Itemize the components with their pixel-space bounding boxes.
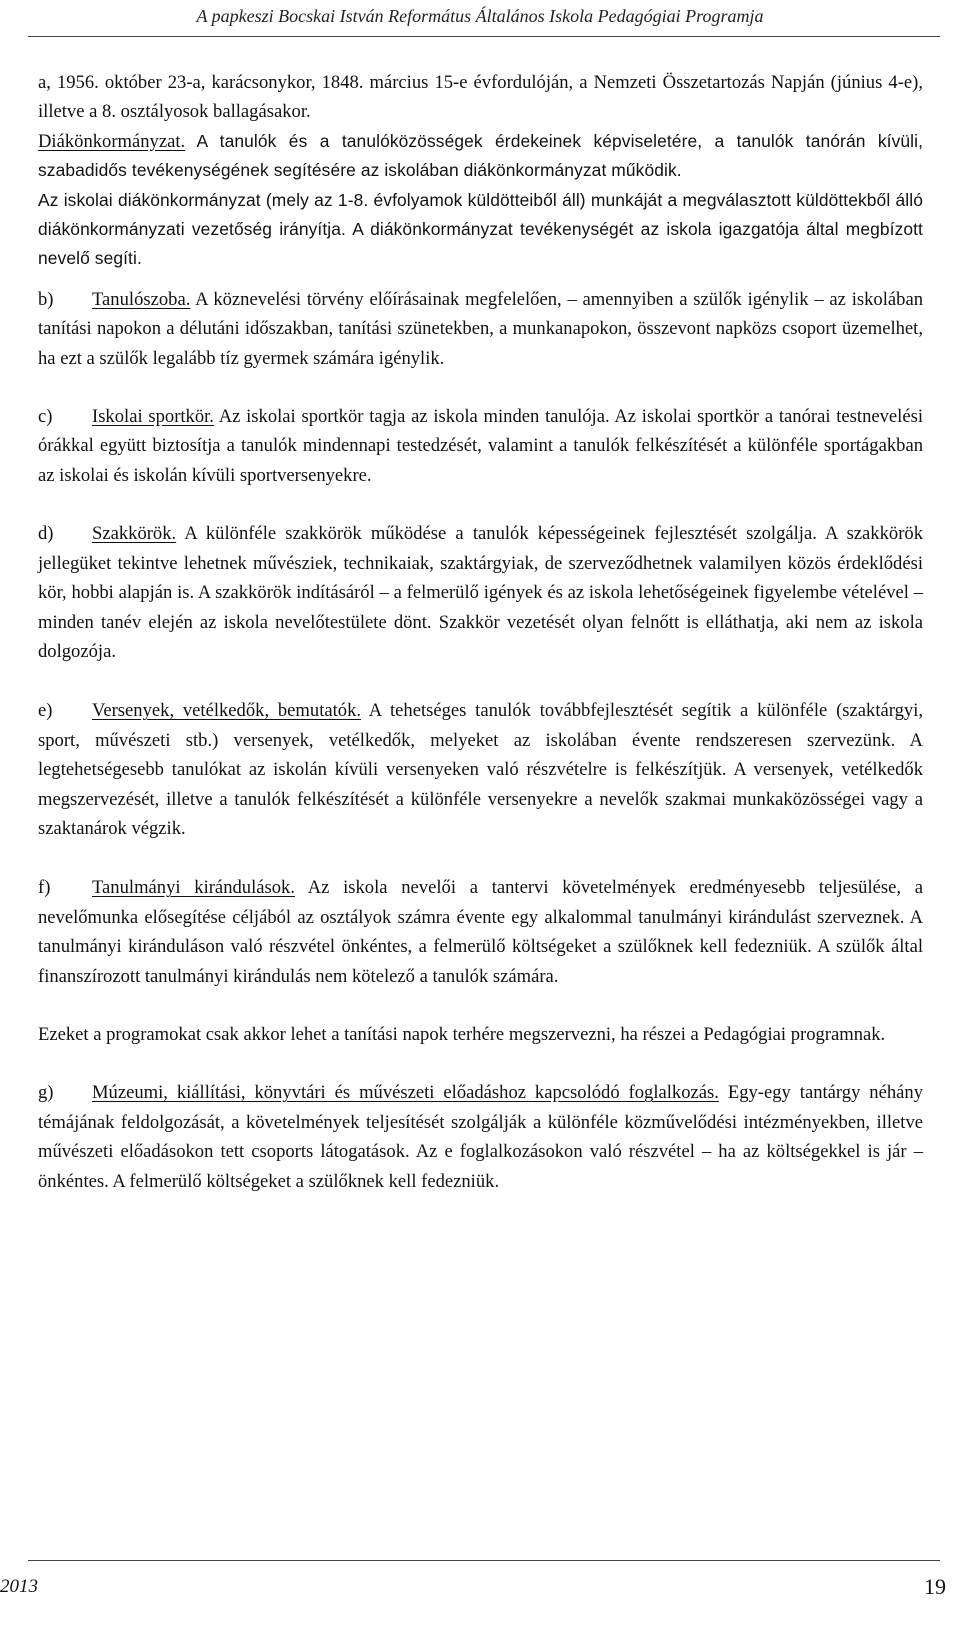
document-body (38, 68, 923, 1196)
section-heading: Múzeumi, kiállítási, könyvtári és művészeti előadáshoz kapcsolódó foglalkozás. (92, 1082, 719, 1104)
section-marker: f) (38, 877, 51, 899)
section-f (38, 873, 923, 991)
intro-paragraph: a, 1956. október 23-a, karácsonykor, 1848. március 15-e évfordulóján, a Nemzeti Összetartozás Napján (június 4-e), illetve a 8. osztályosok ballagásakor. (38, 72, 923, 123)
section-marker: g) (38, 1082, 54, 1104)
diak-paragraph-2: Az iskolai diákönkormányzat (mely az 1-8. évfolyamok küldötteiből áll) munkáját a megválasztott küldöttekből álló diákönkormányzati vezetőség irányítja. A diákönkormányzat tevékenységét az iskola igazgatója által megbízott nevelő segíti. (38, 189, 923, 269)
page-number: 19 (924, 1574, 946, 1599)
note-paragraph: Ezeket a programokat csak akkor lehet a tanítási napok terhére megszervezni, ha részei a Pedagógiai programnak. (38, 1023, 886, 1045)
section-heading: Iskolai sportkör. (92, 406, 214, 428)
section-text: A köznevelési törvény előírásainak megfelelően, – amennyiben a szülők igénylik – az iskolában tanítási napokon a délutáni időszakban, tanítási szünetekben, a munkanapokon, összevont napközs csoport üzemelhet, ha ezt a szülők legalább tíz gyermek számára igénylik. (38, 288, 923, 369)
footer-divider (28, 1560, 940, 1561)
diak-paragraph (38, 127, 923, 186)
diak-text: A tanulók és a tanulóközösségek érdekeinek képviseletére, a tanulók tanórán kívüli, szabadidős tevékenységének segítésére az iskolában diákönkormányzat működik. (38, 130, 923, 181)
section-d (38, 519, 923, 666)
diak-heading: Diákönkormányzat. (38, 130, 186, 152)
section-marker: e) (38, 700, 53, 722)
section-marker: d) (38, 523, 54, 545)
footer-year: 2013 (0, 1576, 38, 1597)
section-text: Az iskolai sportkör tagja az iskola minden tanulója. Az iskolai sportkör a tanórai testnevelési órákkal együtt biztosítja a tanulók mindennapi testedzését, valamint a tanulók felkészítését a különféle sportágakban az iskolai és iskolán kívüli sportversenyekre. (38, 406, 923, 486)
header-divider (28, 36, 940, 37)
section-marker: b) (38, 288, 54, 310)
section-text: Az iskola nevelői a tantervi követelmények eredményesebb teljesülése, a nevelőmunka elősegítése céljából az osztályok számra évente egy alkalommal tanulmányi kirándulást szerveznek. A tanulmányi kiránduláson való részvétel önkéntes, a felmerülő költségeket a szülőknek kell fedezniük. A szülők által finanszírozott tanulmányi kirándulás nem kötelező a tanulók számára. (38, 877, 924, 987)
section-b (38, 285, 923, 373)
section-text: Egy-egy tantárgy néhány témájának feldolgozását, a követelmények teljesítését szolgálják a különféle közművelődési intézményekben, illetve művészeti előadásokon tett csoports látogatások. Az e foglalkozásokon való részvétel – ha az költségekkel is jár – önkéntes. A felmerülő költségeket a szülőknek kell fedezniük. (38, 1082, 923, 1192)
section-heading: Versenyek, vetélkedők, bemutatók. (92, 700, 362, 722)
page-header: A papkeszi Bocskai István Református Általános Iskola Pedagógiai Programja (196, 6, 764, 26)
section-heading: Tanulószoba. (92, 288, 191, 310)
section-text: A tehetséges tanulók továbbfejlesztését segítik a különféle (szaktárgyi, sport, művészeti stb.) versenyek, vetélkedők, melyeket az iskolában évente rendszeresen szervezünk. A legtehetségesebb tanulókat az iskolán kívüli versenyeken való részvételre is felkészítjük. A versenyek, vetélkedők megszervezését, illetve a tanulók felkészítését a különféle versenyekre a nevelők szakmai munkaközösségei vagy a szaktanárok végzik. (38, 700, 924, 839)
section-c (38, 402, 923, 490)
section-marker: c) (38, 406, 53, 428)
section-heading: Szakkörök. (92, 523, 177, 545)
section-g (38, 1078, 923, 1196)
section-text: A különféle szakkörök működése a tanulók képességeinek fejlesztését szolgálja. A szakkörök jellegüket tekintve lehetnek művésziek, technikaiak, szaktárgyiak, de szerveződhetnek valamilyen közös érdeklődési kör, hobbi alapján is. A szakkörök indításáról – a felmerülő igények és az iskola lehetőségeinek figyelembe vételével – minden tanév elején az iskola nevelőtestülete dönt. Szakkör vezetését olyan felnőtt is elláthatja, aki nem az iskola dolgozója. (38, 523, 923, 662)
section-heading: Tanulmányi kirándulások. (92, 877, 295, 899)
section-e (38, 696, 923, 843)
